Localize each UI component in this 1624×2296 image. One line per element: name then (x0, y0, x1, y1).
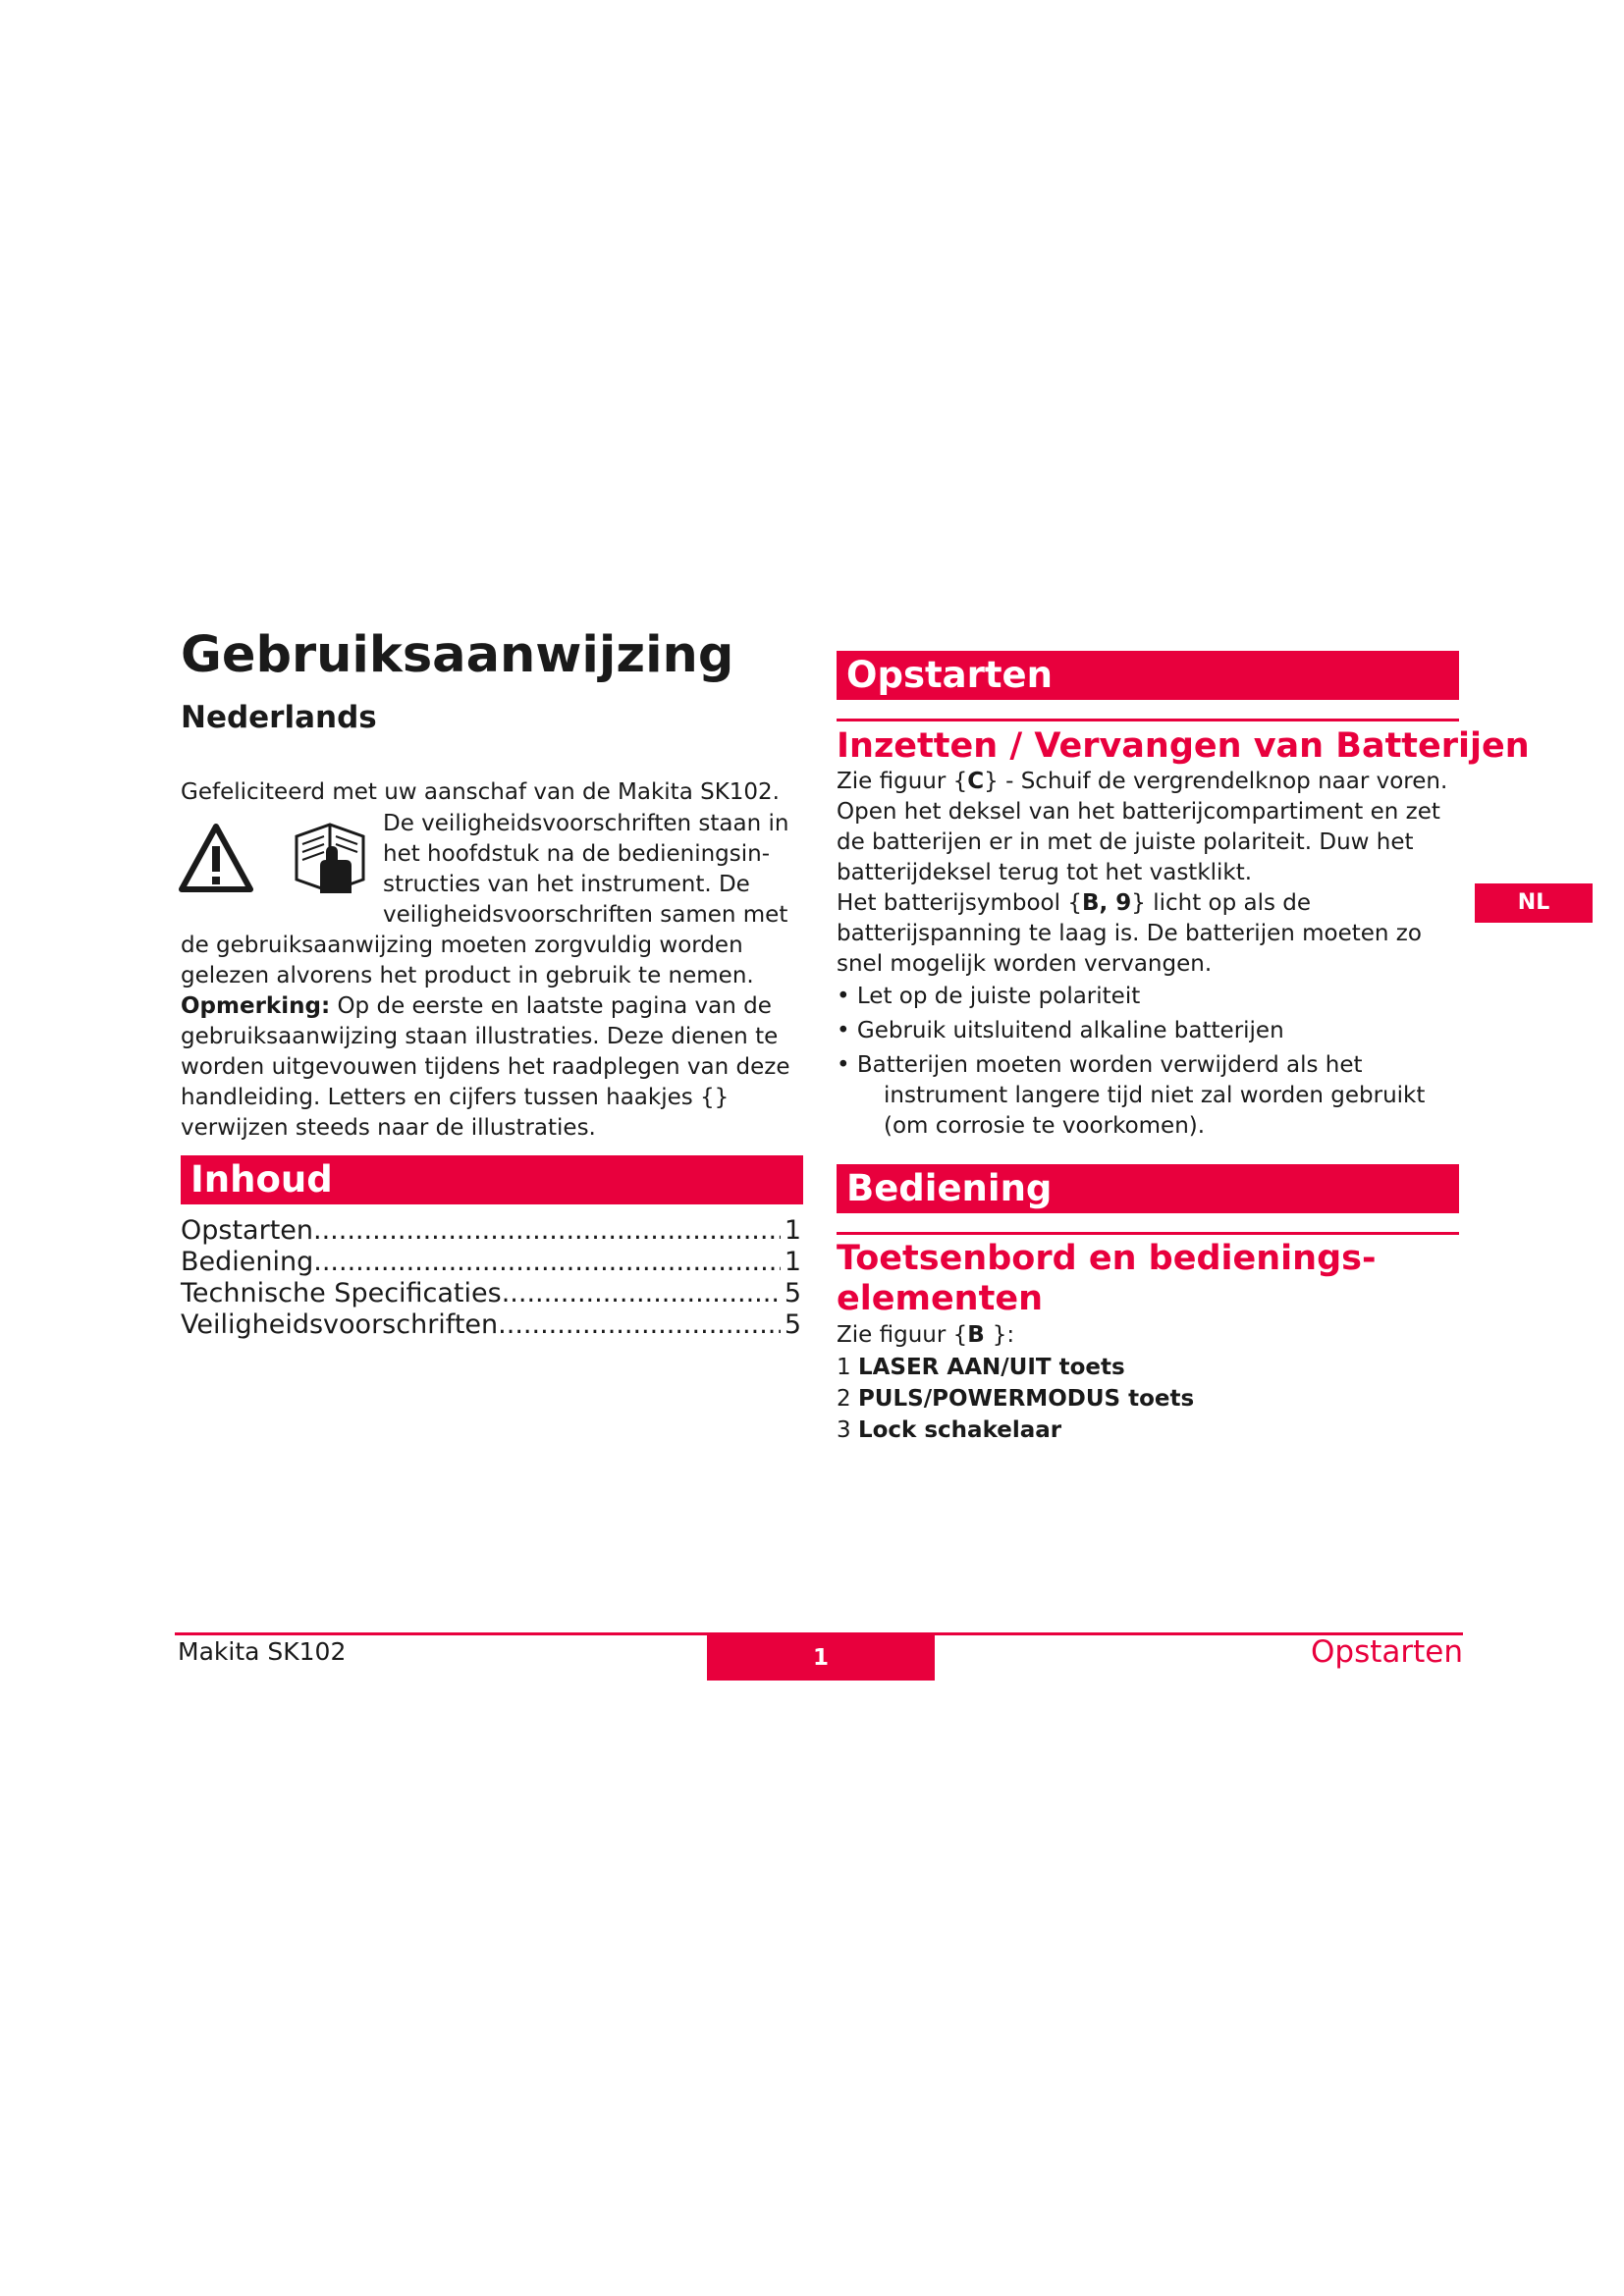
opstarten-heading: Opstarten (837, 651, 1459, 700)
section-divider (837, 1232, 1459, 1235)
intro-beside-icons: De veiligheidsvoorschriften staan in het hoofdstuk na de bedieningsin- structies van het instrument. De veiligheidsvoorschriften samen met (383, 811, 789, 928)
intro-body: de gebruiksaanwijzing moeten zorgvuldig worden gelezen alvorens het product in gebruik te nemen. Opmerking: Op de eerste en laatste pagina van de gebruiksaanwijzing staan illustraties. Deze dienen te worden uitgevouwen tijdens het raadplegen van deze handleiding. Letters en cijfers tussen haakjes {} verwijzen steeds naar de illustraties. (181, 933, 790, 1141)
toc-heading: Inhoud (181, 1155, 803, 1204)
intro-line: Gefeliciteerd met uw aanschaf van de Makita SK102. (181, 779, 780, 805)
warning-triangle-icon (179, 823, 253, 893)
footer-product: Makita SK102 (178, 1637, 347, 1666)
bediening-heading: Bediening (837, 1164, 1459, 1213)
toc-item[interactable]: Opstarten ..... 1 (181, 1215, 801, 1247)
figure-reference: Zie figuur {B }: (837, 1322, 1015, 1348)
language-tab: NL (1475, 883, 1593, 923)
toc-item[interactable]: Technische Specificaties ..... 5 (181, 1278, 801, 1309)
footer-page-number: 1 (707, 1635, 935, 1681)
battery-paragraph-1: Zie figuur {C} - Schuif de vergrendelknop naar voren. Open het deksel van het batterijcompartiment en zet de batterijen er in met de juiste polariteit. Duw het batterijdeksel terug tot het vastklikt. (837, 769, 1448, 885)
table-of-contents (181, 1215, 801, 1341)
toc-item[interactable]: Veiligheidsvoorschriften ..... 5 (181, 1309, 801, 1341)
footer-section: Opstarten (1311, 1634, 1463, 1670)
list-item: 3 Lock schakelaar (837, 1417, 1062, 1443)
list-item: • Batterijen moeten worden verwijderd als het instrument langere tijd niet zal worden gebruikt (om corrosie te voorkomen). (837, 1052, 1426, 1139)
toc-item[interactable]: Bediening ..... 1 (181, 1247, 801, 1278)
list-item: 1 LASER AAN/UIT toets (837, 1355, 1125, 1380)
read-manual-icon (291, 817, 369, 895)
battery-paragraph-2: Het batterijsymbool {B, 9} licht op als de batterijspanning te laag is. De batterijen moeten zo snel mogelijk worden vervangen. (837, 890, 1422, 977)
page-subtitle: Nederlands (181, 700, 377, 735)
control-list (837, 1352, 1194, 1446)
keyboard-subheading: Toetsenbord en bedienings- elementen (837, 1239, 1377, 1318)
battery-subheading: Inzetten / Vervangen van Batterijen (837, 726, 1530, 766)
list-item: • Gebruik uitsluitend alkaline batterijen (837, 1018, 1284, 1043)
page-title: Gebruiksaanwijzing (181, 626, 734, 684)
battery-bullets (837, 982, 1461, 1142)
section-divider (837, 719, 1459, 721)
list-item: • Let op de juiste polariteit (837, 984, 1141, 1009)
note-label: Opmerking: (181, 993, 331, 1019)
list-item: 2 PULS/POWERMODUS toets (837, 1386, 1195, 1412)
